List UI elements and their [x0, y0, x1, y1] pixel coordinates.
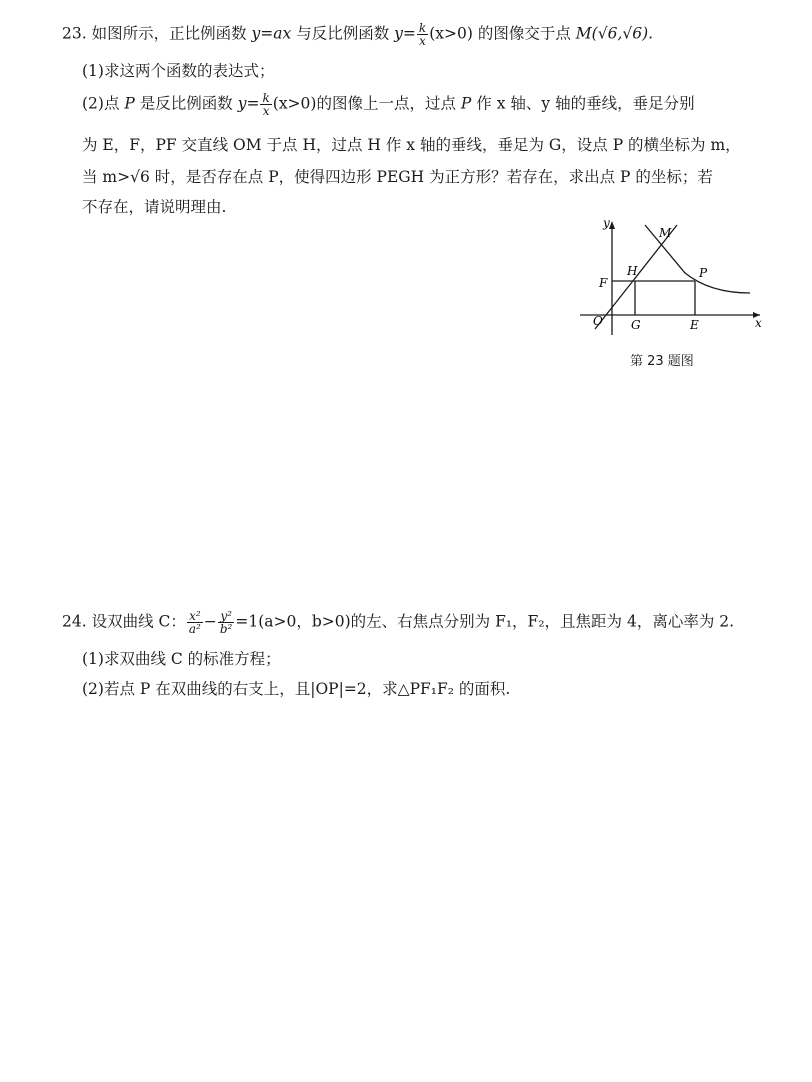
- q24-fraction-y2-b2: $\frac{\text{y²}}{\text{b²}}$: [219, 609, 233, 636]
- q23-line1: [62, 22, 653, 47]
- q23-stem-c: 的图像交于点: [477, 24, 571, 43]
- label-h: H: [627, 264, 638, 278]
- q23-part2-e: x 轴、y 轴的垂线，垂足分别: [496, 94, 695, 113]
- q23-stem-a: 如图所示，正比例函数: [91, 24, 247, 43]
- q24-number: 24.: [62, 612, 87, 631]
- label-y: y: [603, 216, 610, 230]
- q23-point-m: M(√6,√6).: [575, 24, 654, 43]
- q23-figure: [575, 215, 770, 345]
- q23-line3: 为 E，F，PF 交直线 OM 于点 H，过点 H 作 x 轴的垂线，垂足为 G，设点 P 的横坐标为 m，: [82, 136, 741, 154]
- q23-number: 23.: [62, 24, 87, 43]
- label-e: E: [690, 318, 699, 332]
- q23-line4: 当 m>√6 时，是否存在点 P，使得四边形 PEGH 为正方形？若存在，求出点 P 的坐标；若: [82, 168, 713, 186]
- q23-part2-fraction: $\frac{k}{x}$: [262, 91, 270, 118]
- label-m: M: [659, 226, 672, 240]
- q23-line5: 不存在，请说明理由.: [82, 198, 227, 216]
- q23-part2-line1: [82, 92, 695, 117]
- q24-line1: [62, 610, 734, 635]
- q23-part2-c: (x>0)的图像上一点，过点: [272, 94, 456, 113]
- label-x: x: [755, 316, 762, 330]
- q23-condition: (x>0): [429, 24, 473, 43]
- q23-stem-b: 与反比例函数: [296, 24, 390, 43]
- q24-stem-a: 设双曲线 C：: [91, 612, 186, 631]
- y-axis-arrow: [609, 221, 615, 229]
- label-g: G: [631, 318, 641, 332]
- label-p: P: [699, 266, 708, 280]
- q24-fraction-x2-a2: $\frac{\text{x²}}{\text{a²}}$: [188, 609, 201, 636]
- q23-part2-b: 是反比例函数: [139, 94, 233, 113]
- q23-part1: (1)求这两个函数的表达式；: [82, 62, 275, 80]
- q23-part2-a: (2)点: [82, 94, 120, 113]
- label-f: F: [599, 276, 608, 290]
- q23-fraction-k-over-x: $\frac{k}{x}$: [418, 21, 427, 48]
- q23-y-equals: y=: [394, 24, 416, 43]
- q23-figure-caption: 第 23 题图: [630, 354, 694, 369]
- q24-part1: (1)求双曲线 C 的标准方程；: [82, 650, 281, 668]
- q24-minus: −: [203, 612, 217, 631]
- label-o: O: [593, 314, 603, 328]
- q24-stem-b: =1(a>0，b>0)的左、右焦点分别为 F₁，F₂，且焦距为 4，离心率为 2.: [235, 612, 735, 631]
- q23-point-p-2: P: [460, 94, 472, 113]
- q24-part2: (2)若点 P 在双曲线的右支上，且|OP|=2，求△PF₁F₂ 的面积.: [82, 680, 511, 698]
- q23-linear-function: y=ax: [251, 24, 292, 43]
- q23-part2-d: 作: [476, 94, 492, 113]
- q23-part2-y-equals: y=: [237, 94, 260, 113]
- q23-point-p: P: [124, 94, 135, 113]
